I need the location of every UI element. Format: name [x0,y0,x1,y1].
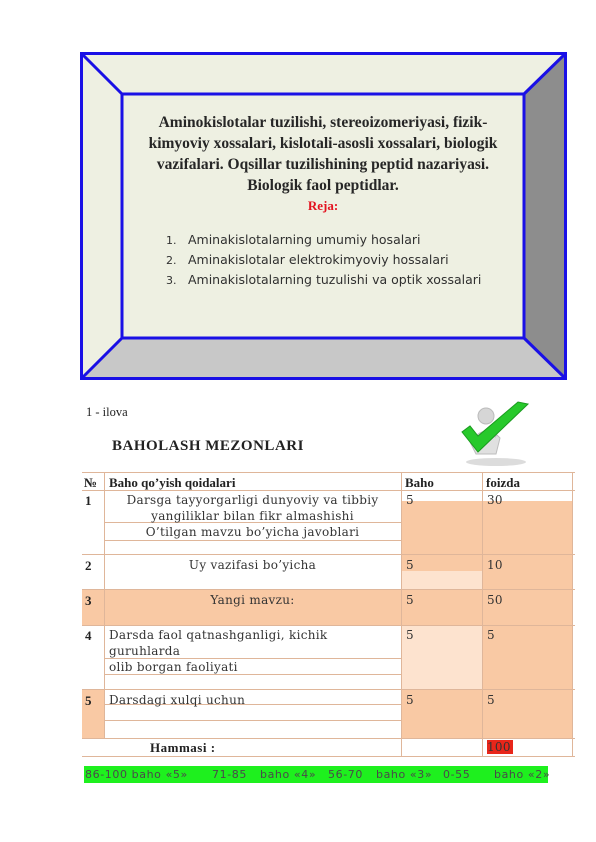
cell-bg [401,571,482,589]
row-rule [104,558,401,572]
row-number: 3 [85,593,92,608]
plan-label: Reja: [307,198,339,213]
plan-item-number: 1. [166,234,177,247]
grade-scale-legend [84,766,551,783]
rule-line: Darsdagi xulqi uchun [109,693,246,707]
checkmark-icon [456,398,536,472]
rule-line: O’tilgan mavzu bo’yicha javoblari [145,525,360,539]
header-rule: Baho qo’yish qoidalari [109,475,236,490]
row-number: 2 [85,558,92,573]
grid-line [82,625,575,626]
grid-line [82,756,575,757]
legend-item: baho «3» [376,768,433,781]
legend-item: 56-70 [328,768,363,781]
plan-item [166,250,524,270]
row-rule [104,492,401,540]
row-rule [109,693,245,707]
row-percent: 5 [487,693,495,707]
rule-line: Darsda faol qatnashganligi, kichik guruhlarda [109,628,328,658]
grid-line [572,472,573,757]
checkmark-person-logo [456,398,536,472]
legend-item: baho «4» [260,768,317,781]
grid-line [104,720,401,721]
cell-bg [482,626,572,690]
plan-item-text: Aminakislotalarning tuzulishi va optik xossalari [187,272,482,287]
total-label: Hammasi : [150,740,216,755]
plan-list [166,230,524,290]
plan-item-text: Aminakislotalar elektrokimyoviy hossalari [187,252,449,267]
appendix-label: 1 - ilova [86,405,128,419]
plan-item [166,270,524,290]
rule-line: Darsga tayyorgarligi dunyoviy va tibbiy [126,493,379,507]
row-grade: 5 [406,628,414,642]
row-grade: 5 [406,593,414,607]
row-percent: 5 [487,628,495,642]
grid-line [82,554,575,555]
grading-table [82,472,575,757]
rule-line: Yangi mavzu: [210,593,295,607]
title-panel [122,94,524,336]
row-rule [104,593,401,607]
title-line: Aminokislotalar tuzilishi, stereoizomeriyasi, fizik- [158,114,488,131]
row-grade: 5 [406,693,414,707]
document-title [140,112,506,196]
row-grade: 5 [406,493,414,507]
cell-bg [482,690,572,738]
row-rule [109,627,401,675]
section-heading: BAHOLASH MEZONLARI [112,438,304,454]
title-line: kimyoviy xossalari, kislotali-asosli xossalari, biologik [148,135,498,152]
grid-line [104,540,401,541]
legend-item: 86-100 baho «5» [85,768,188,781]
header-percent: foizda [486,475,520,490]
row-percent: 10 [487,558,503,572]
rule-line: olib borgan faoliyati [109,660,238,674]
rule-line: yangiliklar bilan fikr almashishi [151,509,354,523]
rule-line: Uy vazifasi bo’yicha [188,558,317,572]
row-percent: 30 [487,493,503,507]
grid-line [82,472,575,473]
legend-item: 0-55 [443,768,471,781]
grid-line [82,689,575,690]
legend-item: 71-85 [212,768,247,781]
title-line: Biologik faol peptidlar. [247,177,399,194]
row-grade: 5 [406,558,414,572]
grid-line [482,472,483,757]
row-number: 4 [85,628,92,643]
plan-item [166,230,524,250]
row-number: 1 [85,493,92,508]
total-percent: 100 [487,740,511,754]
grid-line [401,472,402,757]
plan-item-number: 2. [166,254,177,267]
plan-item-number: 3. [166,274,177,287]
plan-item-text: Aminakislotalarning umumiy hosalari [187,232,421,247]
grid-line [82,589,575,590]
header-number: № [84,475,98,490]
row-percent: 50 [487,593,503,607]
grid-line [82,738,575,739]
cell-bg [482,501,572,589]
row-number: 5 [85,693,92,708]
legend-item: baho «2» [494,768,551,781]
header-grade: Baho [405,475,434,490]
svg-text:✓: ✓ [493,434,499,440]
title-line: vazifalari. Oqsillar tuzilishining peptid nazariyasi. [156,156,490,173]
